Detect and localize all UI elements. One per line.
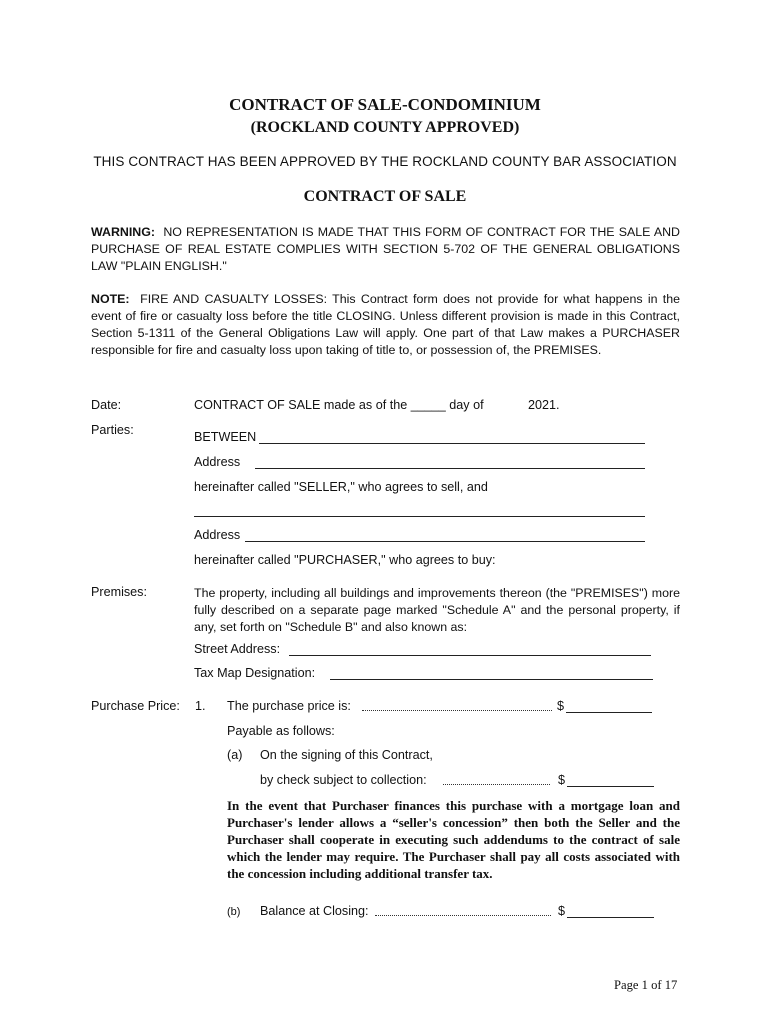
street-address-line	[289, 655, 651, 656]
document-subtitle: (ROCKLAND COUNTY APPROVED)	[250, 119, 520, 136]
purchaser-address-label: Address	[194, 528, 241, 542]
section-title: CONTRACT OF SALE	[303, 188, 467, 205]
seller-address-line	[255, 468, 645, 469]
item-a-dots	[443, 784, 550, 785]
seller-name-line	[259, 443, 645, 444]
purchaser-name-line	[194, 516, 645, 517]
note-paragraph	[91, 291, 680, 359]
between-label: BETWEEN	[194, 430, 257, 444]
item-a-amount-line	[567, 786, 654, 787]
purchase-price-dollar: $	[557, 699, 565, 713]
date-text-after: day of	[449, 398, 484, 412]
purchase-price-amount-line	[566, 712, 652, 713]
date-year: 2021.	[528, 398, 560, 412]
warning-paragraph	[91, 224, 680, 275]
item-b-dollar: $	[558, 904, 566, 918]
purchaser-description: hereinafter called "PURCHASER," who agrees to buy:	[194, 553, 496, 567]
page-number: Page 1 of 17	[614, 978, 678, 992]
approval-note: THIS CONTRACT HAS BEEN APPROVED BY THE ROCKLAND COUNTY BAR ASSOCIATION	[93, 154, 677, 169]
date-line	[194, 398, 484, 412]
seller-address-label: Address	[194, 455, 241, 469]
mortgage-concession-note: In the event that Purchaser finances this purchase with a mortgage loan and Purchaser's lender allows a “seller's concession” then both the Seller and the Purchaser shall cooperate in executing such addendums to the contract of sale which the lender may require. The Purchaser shall pay all costs associated with the concession including additional transfer tax.	[227, 798, 680, 881]
date-text-before: CONTRACT OF SALE made as of the	[194, 398, 408, 412]
note-text: FIRE AND CASUALTY LOSSES: This Contract form does not provide for what happens in the event of fire or casualty loss before the title CLOSING. Unless different provision is made in this Contract, Section 5-1311 of the General Obligations Law will apply. One part of that Law makes a PURCHASER responsible for fire and casualty loss upon taking of title to, or possession of, the PREMISES.	[91, 292, 681, 357]
parties-label: Parties:	[91, 423, 134, 437]
purchase-price-label: Purchase Price:	[91, 699, 180, 713]
item-b-text: Balance at Closing:	[260, 904, 369, 918]
item-b-amount-line	[567, 917, 654, 918]
tax-map-label: Tax Map Designation:	[194, 666, 316, 680]
purchaser-address-line	[245, 541, 645, 542]
document-title: CONTRACT OF SALE-CONDOMINIUM	[229, 95, 541, 114]
item-a-marker: (a)	[227, 748, 243, 762]
seller-description: hereinafter called "SELLER," who agrees to sell, and	[194, 480, 488, 494]
date-label: Date:	[91, 398, 122, 412]
warning-label: WARNING:	[91, 225, 156, 239]
premises-label: Premises:	[91, 585, 147, 599]
purchase-price-number: 1.	[195, 699, 206, 713]
premises-text: The property, including all buildings and improvements thereon (the "PREMISES") more fully described on a separate page marked "Schedule A" and the personal property, if any, set forth on "Schedule B" and also known as:	[194, 586, 680, 634]
item-a-text: On the signing of this Contract,	[260, 748, 433, 762]
item-a-dollar: $	[558, 773, 566, 787]
note-label: NOTE:	[91, 292, 130, 306]
item-a-subtext: by check subject to collection:	[260, 773, 427, 787]
date-day-blank: _____	[410, 398, 446, 412]
payable-label: Payable as follows:	[227, 724, 335, 738]
purchase-price-text: The purchase price is:	[227, 699, 351, 713]
item-b-dots	[375, 915, 551, 916]
warning-text: NO REPRESENTATION IS MADE THAT THIS FORM OF CONTRACT FOR THE SALE AND PURCHASE OF REAL ESTATE COMPLIES WITH SECTION 5-702 OF THE GENERAL OBLIGATIONS LAW "PLAIN ENGLISH."	[91, 225, 680, 273]
purchase-price-dots	[362, 710, 552, 711]
tax-map-line	[330, 679, 653, 680]
item-b-marker: (b)	[227, 906, 241, 918]
street-address-label: Street Address:	[194, 642, 281, 656]
